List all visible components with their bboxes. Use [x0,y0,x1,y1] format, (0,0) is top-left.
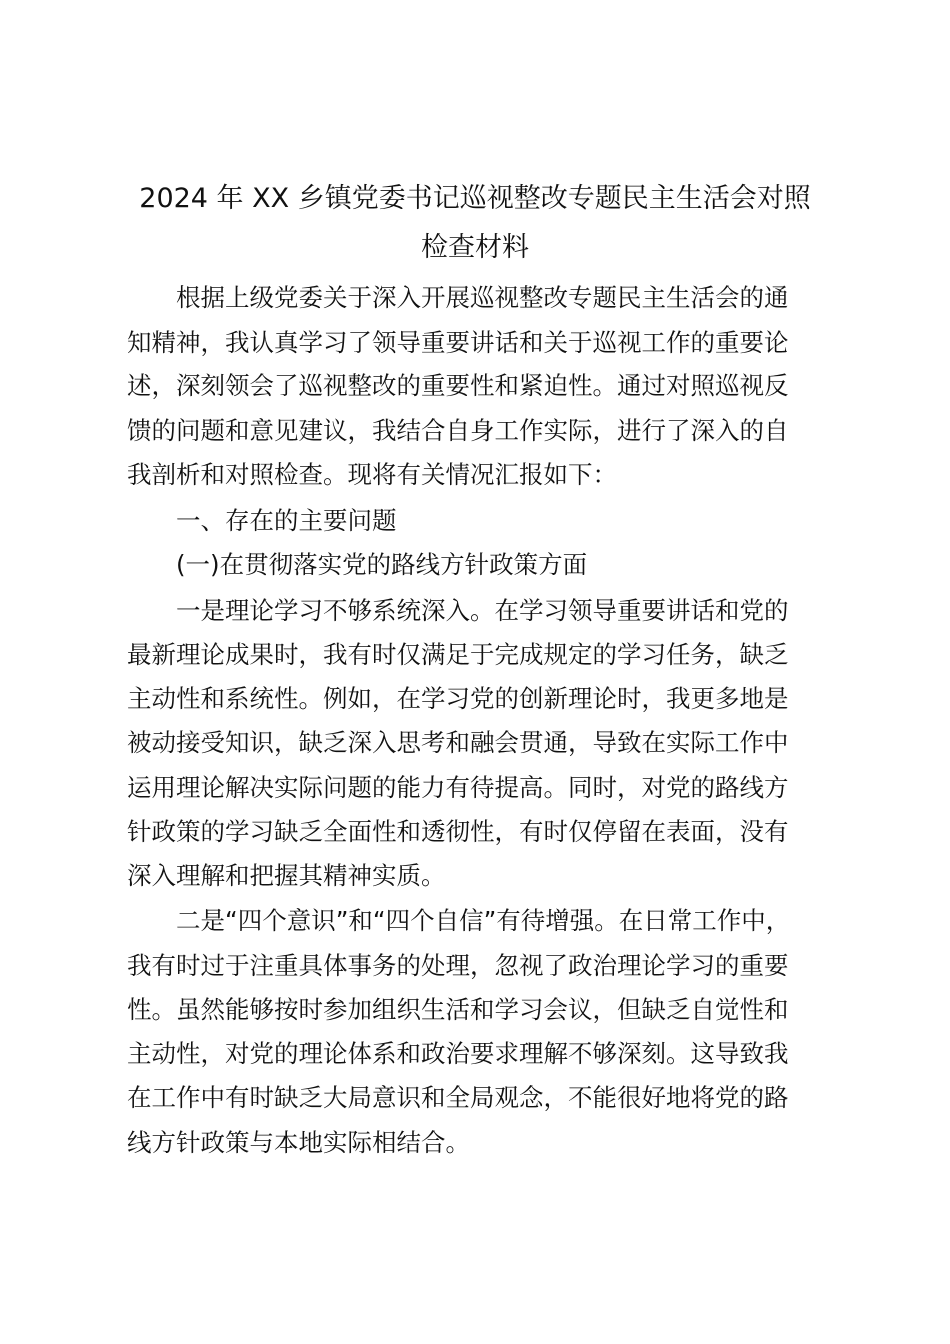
document-title-line-2: 检查材料 [421,232,529,263]
paragraph-line: 馈的问题和意见建议，我结合自身工作实际，进行了深入的自 [127,416,789,445]
paragraph-line: 二是“四个意识”和“四个自信”有待增强。在日常工作中， [176,906,791,935]
paragraph-line: 主动性，对党的理论体系和政治要求理解不够深刻。这导致我 [127,1039,789,1068]
paragraph-line: 线方针政策与本地实际相结合。 [127,1128,470,1157]
paragraph-line: 针政策的学习缺乏全面性和透彻性，有时仅停留在表面，没有 [127,817,789,846]
paragraph-line: 运用理论解决实际问题的能力有待提高。同时，对党的路线方 [127,773,789,802]
paragraph-line: 被动接受知识，缺乏深入思考和融会贯通，导致在实际工作中 [127,728,789,757]
paragraph-line: 深入理解和把握其精神实质。 [127,861,446,890]
paragraph-line: 我有时过于注重具体事务的处理，忽视了政治理论学习的重要 [127,951,789,980]
section-heading: 一、存在的主要问题 [176,506,397,535]
subsection-heading: (一)在贯彻落实党的路线方针政策方面 [176,550,588,579]
paragraph-line: 性。虽然能够按时参加组织生活和学习会议，但缺乏自觉性和 [127,995,789,1024]
paragraph-line: 最新理论成果时，我有时仅满足于完成规定的学习任务，缺乏 [127,640,789,669]
paragraph-line: 一是理论学习不够系统深入。在学习领导重要讲话和党的 [176,596,789,625]
paragraph-line: 我剖析和对照检查。现将有关情况汇报如下： [127,460,617,489]
paragraph-line: 知精神，我认真学习了领导重要讲话和关于巡视工作的重要论 [127,328,789,357]
paragraph-line: 述，深刻领会了巡视整改的重要性和紧迫性。通过对照巡视反 [127,371,789,400]
document-title-line-1: 2024 年 XX 乡镇党委书记巡视整改专题民主生活会对照 [139,183,811,214]
paragraph-line: 主动性和系统性。例如，在学习党的创新理论时，我更多地是 [127,684,789,713]
paragraph-line: 在工作中有时缺乏大局意识和全局观念，不能很好地将党的路 [127,1083,789,1112]
paragraph-line: 根据上级党委关于深入开展巡视整改专题民主生活会的通 [176,283,789,312]
